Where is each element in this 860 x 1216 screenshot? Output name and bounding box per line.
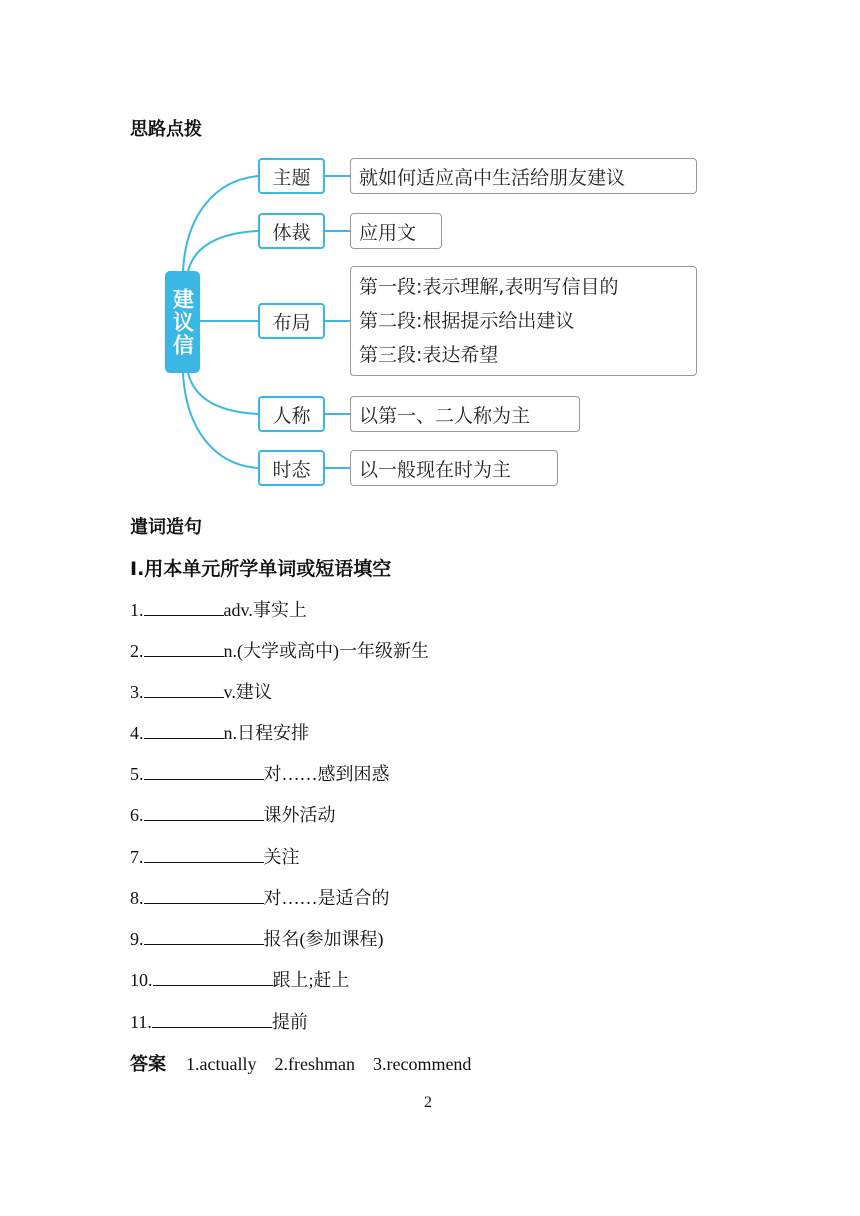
answer-blank bbox=[144, 928, 264, 945]
branch-genre: 体裁 bbox=[258, 213, 325, 249]
leaf-genre: 应用文 bbox=[350, 213, 442, 249]
item-number: 7. bbox=[130, 847, 144, 867]
item-number: 5. bbox=[130, 764, 144, 784]
answer-blank bbox=[144, 887, 264, 904]
answer-blank bbox=[144, 804, 264, 821]
exercise-item bbox=[130, 637, 429, 663]
item-meaning: 对……是适合的 bbox=[263, 888, 390, 908]
exercise-item bbox=[130, 1008, 308, 1034]
answer-blank bbox=[144, 763, 264, 780]
item-number: 6. bbox=[130, 805, 144, 825]
item-meaning: v.建议 bbox=[223, 682, 272, 702]
exercise-item bbox=[130, 843, 300, 869]
item-number: 9. bbox=[130, 929, 144, 949]
layout-line-3: 第三段:表达希望 bbox=[359, 344, 499, 366]
item-number: 1. bbox=[130, 600, 144, 620]
item-number: 3. bbox=[130, 682, 144, 702]
mind-map bbox=[0, 0, 860, 500]
answer-blank bbox=[152, 1011, 272, 1028]
section-title-thinking: 思路点拨 bbox=[130, 119, 202, 140]
item-meaning: adv.事实上 bbox=[223, 600, 307, 620]
answer-blank bbox=[144, 599, 224, 616]
branch-person: 人称 bbox=[258, 396, 325, 432]
leaf-topic: 就如何适应高中生活给朋友建议 bbox=[350, 158, 697, 194]
answer-blank bbox=[144, 640, 224, 657]
exercise-item bbox=[130, 719, 309, 745]
mind-map-root: 建议信 bbox=[165, 271, 200, 373]
branch-tense: 时态 bbox=[258, 450, 325, 486]
answer-line bbox=[130, 1050, 489, 1076]
leaf-person: 以第一、二人称为主 bbox=[350, 396, 580, 432]
page-number: 2 bbox=[424, 1094, 432, 1111]
exercise-item bbox=[130, 678, 272, 704]
exercise-item bbox=[130, 760, 390, 786]
exercise-item bbox=[130, 884, 390, 910]
item-number: 4. bbox=[130, 723, 144, 743]
answer-blank bbox=[144, 846, 264, 863]
exercise-item bbox=[130, 801, 336, 827]
section-title-wording: 遣词造句 bbox=[130, 517, 202, 538]
answer-value: 1.actually bbox=[186, 1054, 257, 1074]
leaf-tense: 以一般现在时为主 bbox=[350, 450, 558, 486]
exercise-heading: Ⅰ.用本单元所学单词或短语填空 bbox=[130, 558, 392, 580]
layout-line-2: 第二段:根据提示给出建议 bbox=[359, 310, 575, 332]
answer-blank bbox=[153, 969, 273, 986]
answer-value: 2.freshman bbox=[274, 1054, 355, 1074]
item-meaning: n.(大学或高中)一年级新生 bbox=[223, 641, 429, 661]
answer-value: 3.recommend bbox=[372, 1054, 472, 1074]
item-meaning: 课外活动 bbox=[263, 805, 336, 825]
item-meaning: 关注 bbox=[263, 847, 300, 867]
item-number: 8. bbox=[130, 888, 144, 908]
item-number: 2. bbox=[130, 641, 144, 661]
item-meaning: 对……感到困惑 bbox=[263, 764, 390, 784]
item-number: 11. bbox=[130, 1012, 152, 1032]
layout-line-1: 第一段:表示理解,表明写信目的 bbox=[359, 276, 619, 298]
branch-layout: 布局 bbox=[258, 303, 325, 339]
exercise-item bbox=[130, 966, 350, 992]
item-meaning: 报名(参加课程) bbox=[263, 929, 384, 949]
item-meaning: 提前 bbox=[271, 1012, 308, 1032]
exercise-item bbox=[130, 596, 307, 622]
branch-topic: 主题 bbox=[258, 158, 325, 194]
item-meaning: 跟上;赶上 bbox=[272, 970, 350, 990]
answer-blank bbox=[144, 722, 224, 739]
answer-label: 答案 bbox=[130, 1054, 166, 1075]
connector-person bbox=[188, 373, 258, 414]
connector-genre bbox=[188, 231, 258, 271]
exercise-item bbox=[130, 925, 384, 951]
item-number: 10. bbox=[130, 970, 153, 990]
answer-blank bbox=[144, 681, 224, 698]
item-meaning: n.日程安排 bbox=[223, 723, 309, 743]
leaf-layout bbox=[350, 266, 697, 376]
